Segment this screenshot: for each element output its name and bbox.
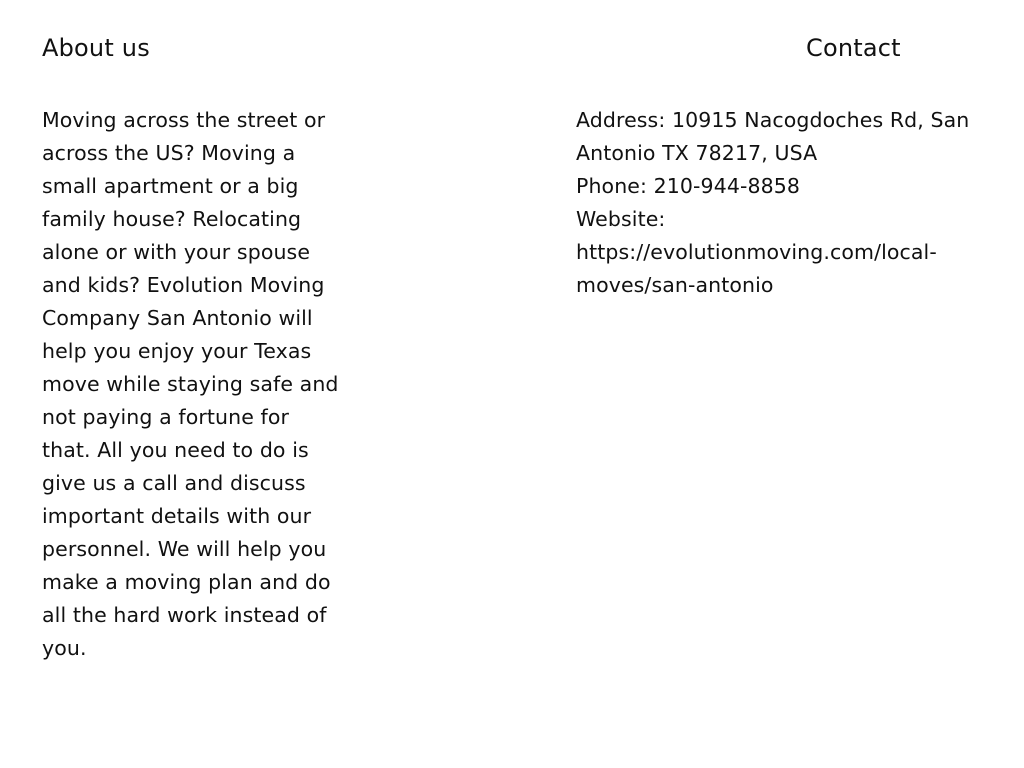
contact-details: [576, 104, 1006, 302]
about-line: important details with our: [42, 504, 312, 528]
contact-address-line-2: Antonio TX 78217, USA: [576, 141, 818, 165]
contact-address-line-1: Address: 10915 Nacogdoches Rd, San: [576, 108, 970, 132]
about-line: move while staying safe and: [42, 372, 339, 396]
contact-heading: Contact: [806, 34, 901, 62]
contact-phone: Phone: 210-944-8858: [576, 174, 801, 198]
about-heading: About us: [42, 34, 150, 62]
about-line: Company San Antonio will: [42, 306, 313, 330]
about-line: give us a call and discuss: [42, 471, 306, 495]
about-line: Moving across the street or: [42, 108, 326, 132]
contact-website-label: Website:: [576, 207, 666, 231]
about-line: make a moving plan and do: [42, 570, 331, 594]
about-paragraph: [42, 104, 362, 665]
about-line: not paying a fortune for: [42, 405, 290, 429]
about-line: and kids? Evolution Moving: [42, 273, 325, 297]
contact-website-line-1: https://evolutionmoving.com/local-: [576, 240, 937, 264]
about-line: small apartment or a big: [42, 174, 299, 198]
about-line: across the US? Moving a: [42, 141, 296, 165]
about-line: that. All you need to do is: [42, 438, 309, 462]
about-line: you.: [42, 636, 87, 660]
about-line: help you enjoy your Texas: [42, 339, 312, 363]
about-line: family house? Relocating: [42, 207, 302, 231]
about-line: all the hard work instead of: [42, 603, 327, 627]
contact-website-line-2: moves/san-antonio: [576, 273, 774, 297]
about-line: alone or with your spouse: [42, 240, 311, 264]
about-line: personnel. We will help you: [42, 537, 327, 561]
